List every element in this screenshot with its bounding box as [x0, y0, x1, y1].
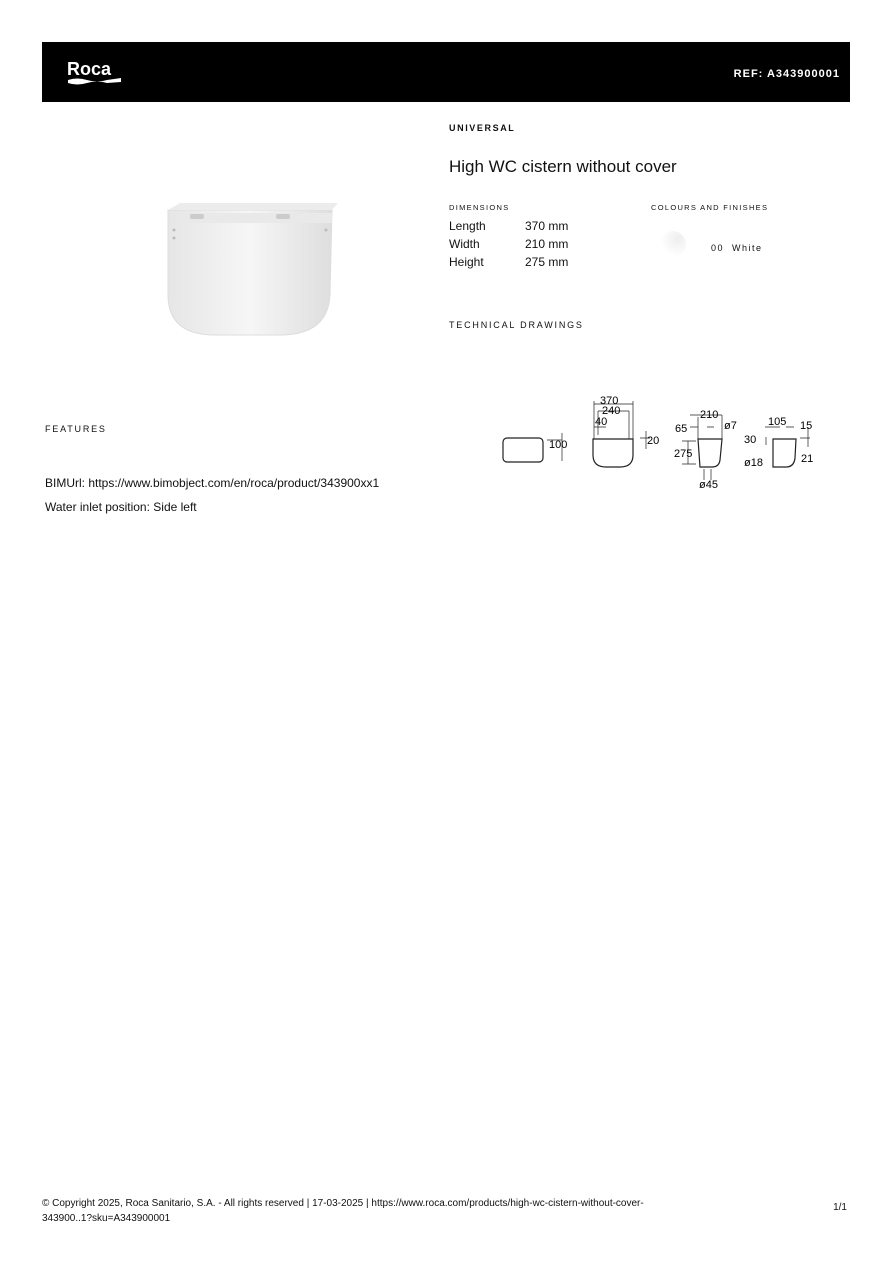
svg-text:Roca: Roca	[67, 59, 112, 79]
finish-name: 00 White	[711, 243, 763, 253]
svg-text:100: 100	[549, 439, 568, 451]
technical-drawing	[490, 385, 820, 495]
footer-copyright: © Copyright 2025, Roca Sanitario, S.A. - All rights reserved | 17-03-2025 | https://www.roca.com/products/high-wc-cistern-without-cover-343900..1?sku=A343900001	[42, 1198, 644, 1224]
dimension-row: Height 275 mm	[449, 255, 569, 269]
svg-text:240: 240	[602, 405, 621, 417]
svg-text:30: 30	[744, 434, 757, 446]
roca-logo	[67, 58, 123, 86]
feature-water-inlet: Water inlet position: Side left	[45, 500, 197, 514]
svg-text:ø45: ø45	[699, 479, 718, 491]
header-bar	[42, 42, 850, 102]
svg-text:21: 21	[801, 453, 814, 465]
svg-text:ø18: ø18	[744, 457, 763, 469]
technical-drawings-label: TECHNICAL DRAWINGS	[449, 320, 584, 330]
dimension-row: Length 370 mm	[449, 219, 569, 233]
reference-number: REF: A343900001	[733, 68, 840, 80]
dimension-row: Width 210 mm	[449, 237, 569, 251]
product-category: UNIVERSAL	[449, 123, 516, 133]
svg-text:15: 15	[800, 420, 813, 432]
svg-text:20: 20	[647, 435, 660, 447]
finishes-label: COLOURS AND FINISHES	[651, 203, 769, 212]
svg-text:ø7: ø7	[724, 420, 737, 432]
page-number: 1/1	[833, 1202, 847, 1213]
dimensions-label: DIMENSIONS	[449, 203, 510, 212]
svg-text:105: 105	[768, 416, 787, 428]
features-label: FEATURES	[45, 424, 107, 434]
svg-text:210: 210	[700, 409, 719, 421]
svg-text:275: 275	[674, 448, 693, 460]
svg-text:65: 65	[675, 423, 688, 435]
product-image	[160, 200, 340, 340]
svg-text:40: 40	[595, 416, 608, 428]
product-title: High WC cistern without cover	[449, 157, 677, 176]
colour-swatch-white[interactable]	[660, 231, 686, 257]
svg-text:370: 370	[600, 395, 619, 407]
feature-bim-url[interactable]: BIMUrl: https://www.bimobject.com/en/roca/product/343900xx1	[45, 476, 380, 490]
